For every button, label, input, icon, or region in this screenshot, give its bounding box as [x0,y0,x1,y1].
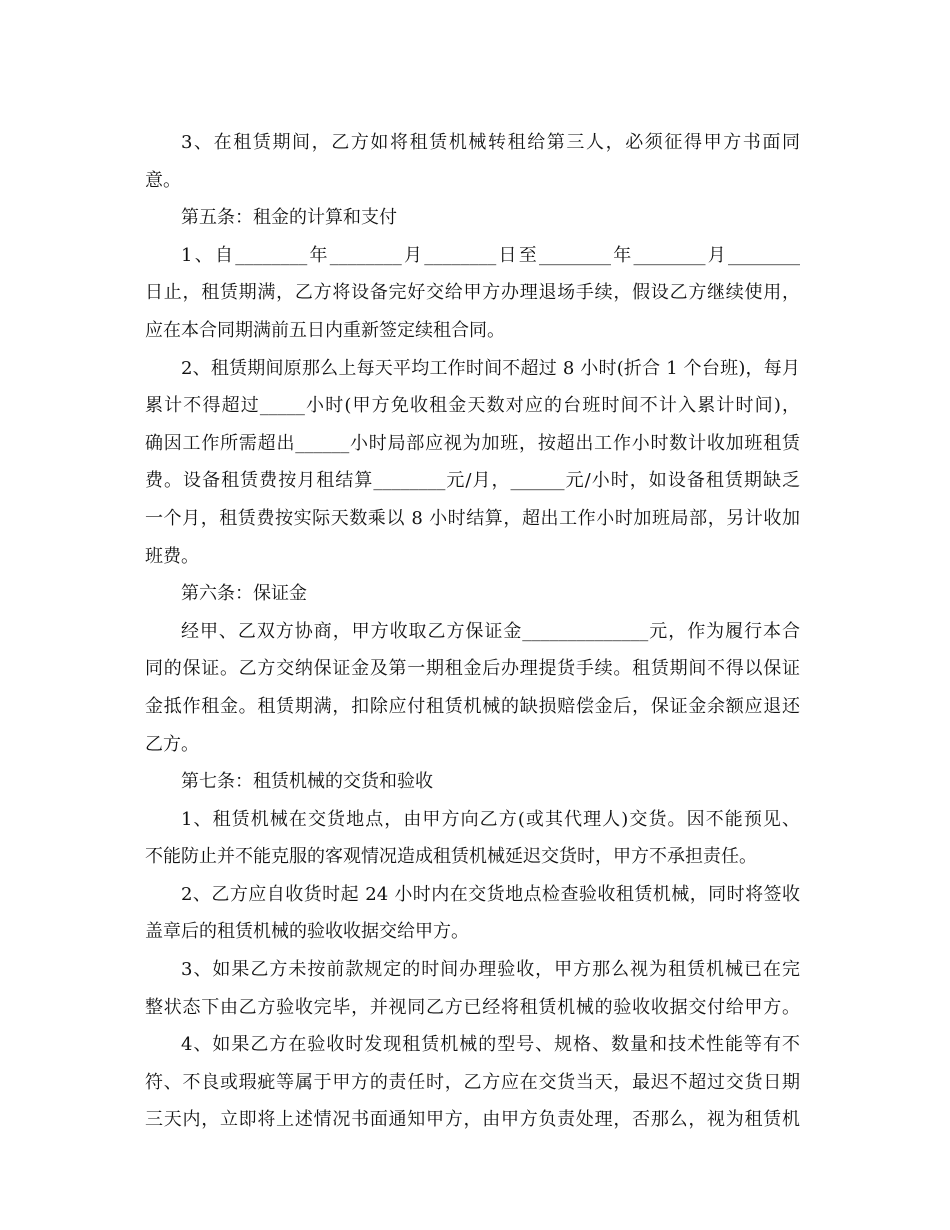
clause-5-1-line-3: 应在本合同期满前五日内重新签定续租合同。 [145,319,505,341]
clause-5-2-line-1: 2、租赁期间原那么上每天平均工作时间不超过 8 小时(折合 1 个台班)，每月 [181,357,800,379]
clause-7-3-line-2: 整状态下由乙方验收完毕，并视同乙方已经将租赁机械的验收收据交付给甲方。 [145,996,800,1018]
document-page [145,124,800,1139]
clause-5-2-line-2: 累计不得超过_____小时(甲方免收租金天数对应的台班时间不计入累计时间)， [145,395,800,417]
article-6-line-1: 经甲、乙双方协商，甲方收取乙方保证金______________元，作为履行本合 [181,620,800,642]
clause-5-1-line-2: 日止，租赁期满，乙方将设备完好交给甲方办理退场手续，假设乙方继续使用， [145,282,800,304]
article-6-heading: 第六条：保证金 [181,583,307,605]
article-7-heading: 第七条：租赁机械的交货和验收 [181,771,433,793]
clause-7-1-line-2: 不能防止并不能克服的客观情况造成租赁机械延迟交货时，甲方不承担责任。 [145,846,757,868]
clause-5-1-line-1: 1、自________年________月________日至________年________月________ [181,244,800,266]
clause-5-2-line-5: 一个月，租赁费按实际天数乘以 8 小时结算，超出工作小时加班局部，另计收加 [145,507,800,529]
clause-5-2-line-6: 班费。 [145,545,199,567]
clause-7-4-line-2: 符、不良或瑕疵等属于甲方的责任时，乙方应在交货当天，最迟不超过交货日期 [145,1071,800,1093]
clause-7-4-line-1: 4、如果乙方在验收时发现租赁机械的型号、规格、数量和技术性能等有不 [181,1034,800,1056]
article-6-line-3: 金抵作租金。租赁期满，扣除应付租赁机械的缺损赔偿金后，保证金余额应退还 [145,695,800,717]
clause-7-1-line-1: 1、租赁机械在交货地点，由甲方向乙方(或其代理人)交货。因不能预见、 [181,808,800,830]
article-6-line-4: 乙方。 [145,733,199,755]
clause-5-2-line-4: 费。设备租赁费按月租结算________元/月，______元/小时，如设备租赁期缺乏 [145,470,800,492]
clause-7-2-line-1: 2、乙方应自收货时起 24 小时内在交货地点检查验收租赁机械，同时将签收 [181,883,800,905]
clause-7-4-line-3: 三天内，立即将上述情况书面通知甲方，由甲方负责处理，否那么，视为租赁机 [145,1109,800,1131]
article-6-line-2: 同的保证。乙方交纳保证金及第一期租金后办理提货手续。租赁期间不得以保证 [145,658,800,680]
clause-7-3-line-1: 3、如果乙方未按前款规定的时间办理验收，甲方那么视为租赁机械已在完 [181,959,800,981]
clause-7-2-line-2: 盖章后的租赁机械的验收收据交给甲方。 [145,921,469,943]
clause-4-3-line-1: 3、在租赁期间，乙方如将租赁机械转租给第三人，必须征得甲方书面同 [181,132,800,153]
clause-4-3-line-2: 意。 [145,169,181,191]
clause-5-2-line-3: 确因工作所需超出______小时局部应视为加班，按超出工作小时数计收加班租赁 [145,432,800,454]
article-5-heading: 第五条：租金的计算和支付 [181,207,397,229]
